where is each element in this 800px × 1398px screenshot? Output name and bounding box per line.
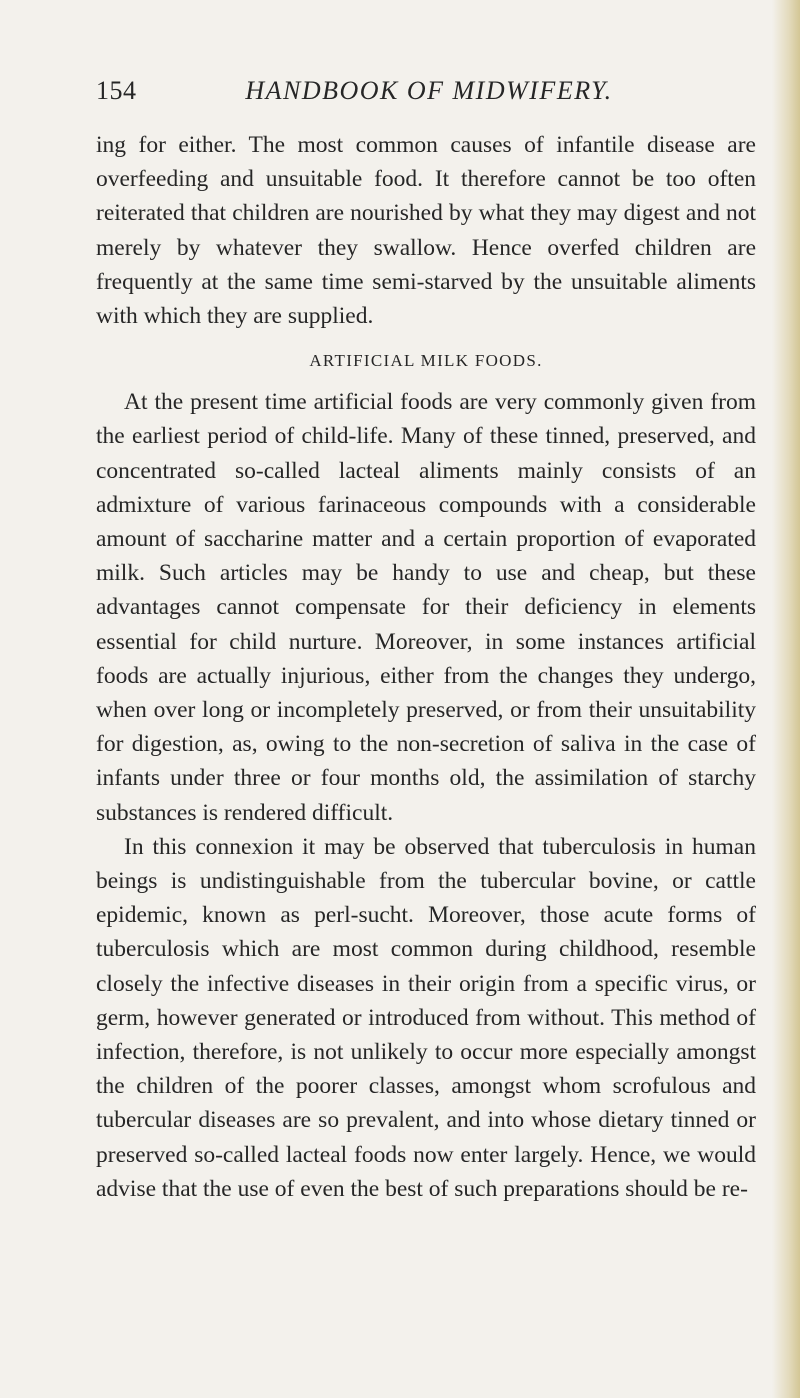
paragraph-continued: ing for either. The most common causes of infantile disease are overfeeding and unsuitable food. It therefore cannot be too often reiterated that children are nourished by what they may digest and not merely by whatever they swallow. Hence overfed children are frequently at the same time semi-starved by the unsuitable aliments with which they are supplied.: [96, 132, 756, 330]
body-text: [96, 128, 756, 1206]
section-heading: ARTIFICIAL MILK FOODS.: [309, 351, 543, 371]
paragraph-artificial-foods: At the present time artificial foods are very commonly given from the earliest period of child-life. Many of these tinned, preserved, and concentrated so-called lacteal aliments mainly consists of an admixture of various farinaceous compounds with a considerable amount of saccharine matter and a certain proportion of evaporated milk. Such articles may be handy to use and cheap, but these advantages cannot compensate for their deficiency in elements essential for child nurture. Moreover, in some instances artificial foods are actually injurious, either from the changes they undergo, when over long or incompletely preserved, or from their unsuitability for digestion, as, owing to the non-secretion of saliva in the case of infants under three or four months old, the assimilation of starchy substances is rendered difficult.: [96, 389, 756, 826]
paragraph-tuberculosis: In this connexion it may be observed that tuberculosis in human beings is undistinguishable from the tubercular bovine, or cattle epidemic, known as perl-sucht. Moreover, those acute forms of tuberculosis which are most common during childhood, resemble closely the infective diseases in their origin from a specific virus, or germ, however generated or introduced from without. This method of infection, therefore, is not unlikely to occur more especially amongst the children of the poorer classes, amongst whom scrofulous and tubercular diseases are so prevalent, and into whose dietary tinned or preserved so-called lacteal foods now enter largely. Hence, we would advise that the use of even the best of such preparations should be re-: [96, 833, 756, 1202]
running-title: HANDBOOK OF MIDWIFERY.: [245, 76, 613, 105]
running-head: [96, 76, 732, 106]
page-edge-shading: [772, 0, 800, 1398]
page-number: 154: [96, 76, 137, 105]
